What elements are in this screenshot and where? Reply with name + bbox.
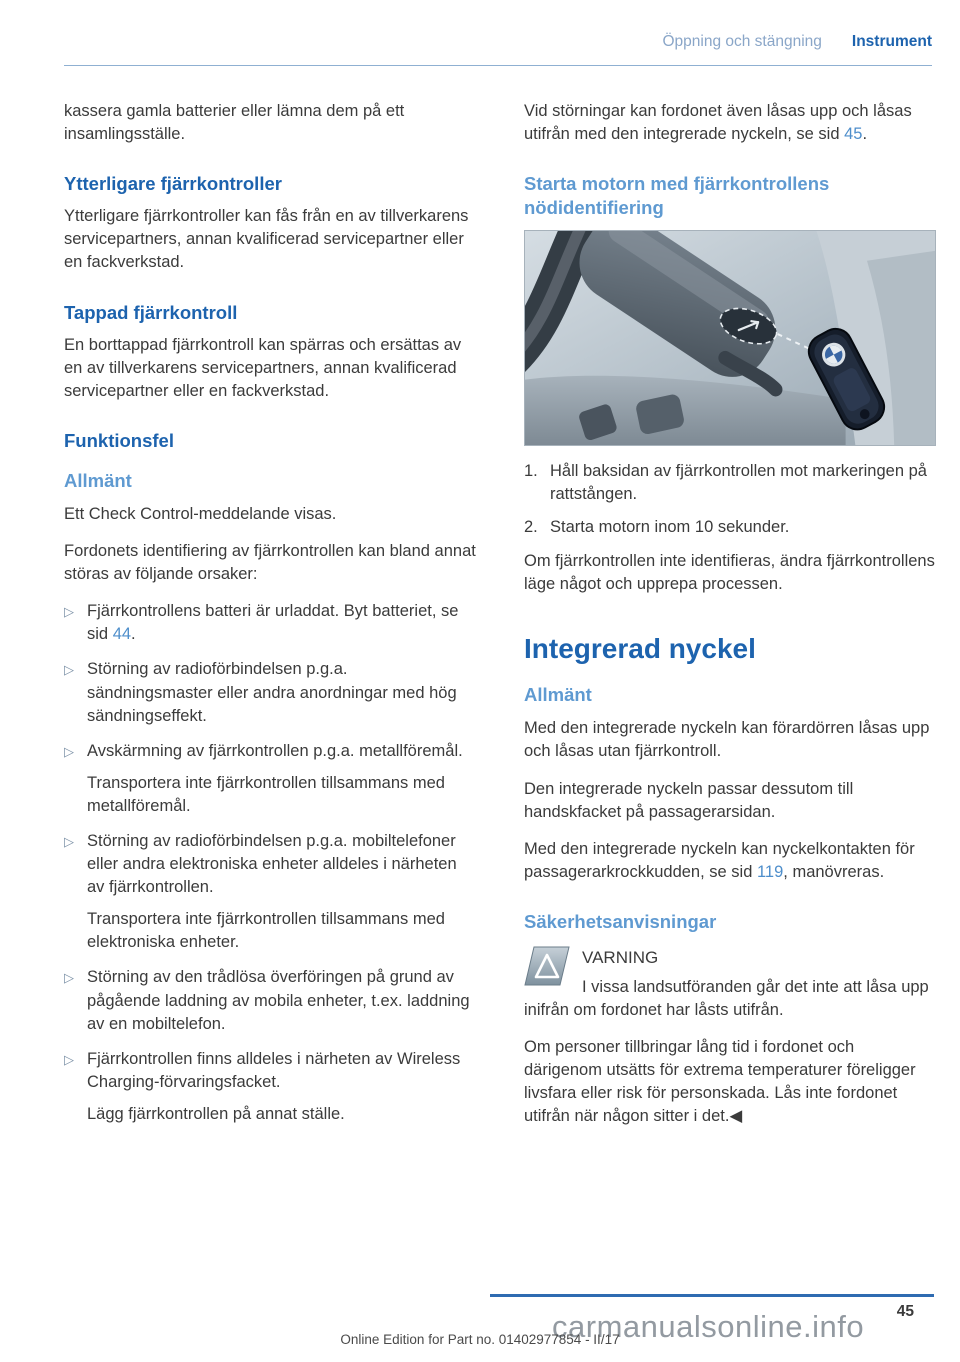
step-item [524, 516, 936, 539]
heading-malfunction: Funktionsfel [64, 429, 174, 451]
heading-integrated-key: Integrerad nyckel [524, 632, 756, 664]
triangle-bullet-icon: ▷ [64, 662, 74, 678]
page-number: 45 [896, 1303, 914, 1320]
heading-emergency-start: Starta motorn med fjärrkontrollens nödidentifiering [524, 173, 830, 219]
list-item [64, 600, 476, 646]
paragraph-integrated-key-1: Med den integrerade nyckeln kan förardörren låsas upp och låsas utan fjärrkontroll. [524, 719, 930, 761]
bullet-text: Fjärrkontrollen finns alldeles i närheten av Wireless Charging-förvaringsfacket. [87, 1049, 461, 1091]
key-fob-photo [524, 230, 936, 446]
edition-note: Online Edition for Part no. 01402977854 - II/17 [340, 1332, 620, 1347]
list-item [64, 1048, 476, 1126]
header-section-label: Öppning och stängning [662, 33, 822, 50]
step-number: 2. [524, 518, 538, 537]
triangle-bullet-icon: ▷ [64, 833, 74, 849]
xref-link-page-45[interactable]: 45 [844, 125, 863, 144]
step-number: 1. [524, 462, 538, 481]
paragraph-integrated-key-2: Den integrerade nyckeln passar dessutom till handskfacket på passagerarsidan. [524, 779, 854, 821]
bullet-text-pre: Fjärrkontrollens batteri är urladdat. Byt batteriet, se sid [87, 602, 459, 644]
bullet-note: Transportera inte fjärrkontrollen tillsammans med elektroniska enheter. [87, 910, 445, 952]
warning-block [524, 944, 936, 1128]
step-text: Håll baksidan av fjärrkontrollen mot markeringen på rattstången. [550, 462, 927, 504]
content-columns [64, 100, 936, 1142]
paragraph-disturbance [524, 100, 936, 146]
emergency-start-steps [524, 460, 936, 539]
paragraph-lost-remote: En borttappad fjärrkontroll kan spärras och ersättas av en av tillverkarens servicepartners, annan kvalificerad servicepartner eller en fackverkstad. [64, 335, 462, 400]
xref-link-page-119[interactable]: 119 [756, 862, 784, 881]
triangle-bullet-icon: ▷ [64, 970, 74, 986]
paragraph-malfunction-causes: Fordonets identifiering av fjärrkontrollen kan bland annat störas av följande orsaker: [64, 542, 476, 584]
left-column [64, 100, 476, 1138]
paragraph-post: . [862, 125, 868, 144]
warning-body: I vissa landsutföranden går det inte att låsa upp inifrån om fordonet har låsts utifrån. [524, 977, 929, 1019]
subheading-safety: Säkerhetsanvisningar [524, 910, 717, 932]
paragraph-check-control: Ett Check Control-meddelande visas. [64, 504, 337, 523]
list-item [64, 830, 476, 954]
right-column [524, 100, 936, 1142]
triangle-bullet-icon: ▷ [64, 1051, 74, 1067]
watermark: carmanualsonline.info [552, 1309, 865, 1344]
malfunction-causes-list [64, 600, 476, 1126]
heading-additional-remotes: Ytterligare fjärrkontroller [64, 173, 282, 195]
continued-paragraph: kassera gamla batterier eller lämna dem på ett insamlingsställe. [64, 102, 405, 144]
xref-link-page-44[interactable]: 44 [112, 625, 132, 644]
step-item [524, 460, 936, 506]
heading-lost-remote: Tappad fjärrkontroll [64, 301, 238, 323]
bullet-text [87, 600, 476, 646]
header-chapter-label: Instrument [851, 33, 932, 50]
bullet-text: Störning av radioförbindelsen p.g.a. mobiltelefoner eller andra elektroniska enheter alldeles i närheten av fjärrkontrollen. [87, 831, 457, 897]
paragraph-pre: Vid störningar kan fordonet även låsas upp och låsas utifrån med den integrerade nyckeln, se sid [524, 102, 912, 144]
paragraph-integrated-key-3 [524, 838, 936, 884]
footer-rule [490, 1294, 934, 1297]
paragraph-post: , manövreras. [783, 862, 885, 881]
warning-icon [524, 946, 570, 993]
triangle-bullet-icon: ▷ [64, 604, 74, 620]
step-text: Starta motorn inom 10 sekunder. [550, 518, 790, 537]
paragraph-retry: Om fjärrkontrollen inte identifieras, ändra fjärrkontrollens läge något och upprepa processen. [524, 551, 935, 593]
list-item [64, 658, 476, 727]
bullet-text-post: . [131, 625, 136, 644]
list-item [64, 740, 476, 818]
triangle-bullet-icon: ▷ [64, 743, 74, 759]
bullet-note: Transportera inte fjärrkontrollen tillsammans med metallföremål. [87, 773, 445, 815]
warning-consequence: Om personer tillbringar lång tid i fordonet och därigenom utsätts för extrema temperaturer föreligger livsfara eller risk för personskada. Lås inte fordonet utifrån när någon sitter i det.◀ [524, 1037, 916, 1126]
paragraph-pre: Med den integrerade nyckeln kan nyckelkontakten för passagerarkrockkudden, se sid [524, 839, 915, 881]
warning-label: VARNING [582, 948, 659, 967]
subheading-general: Allmänt [64, 469, 132, 491]
bullet-text: Störning av radioförbindelsen p.g.a. sändningsmaster eller andra anordningar med hög sändningseffekt. [87, 660, 457, 725]
page-header [64, 30, 932, 66]
bullet-text: Störning av den trådlösa överföringen på grund av pågående laddning av mobila enheter, t.ex. laddning av en mobiltelefon. [87, 968, 470, 1033]
bullet-note: Lägg fjärrkontrollen på annat ställe. [87, 1104, 345, 1123]
bullet-text: Avskärmning av fjärrkontrollen p.g.a. metallföremål. [87, 741, 463, 760]
paragraph-additional-remotes: Ytterligare fjärrkontroller kan fås från en av tillverkarens servicepartners, annan kvalificerad servicepartner eller en fackverkstad. [64, 207, 469, 272]
list-item [64, 966, 476, 1035]
steering-column-key-illustration [525, 231, 935, 445]
subheading-general: Allmänt [524, 684, 592, 706]
